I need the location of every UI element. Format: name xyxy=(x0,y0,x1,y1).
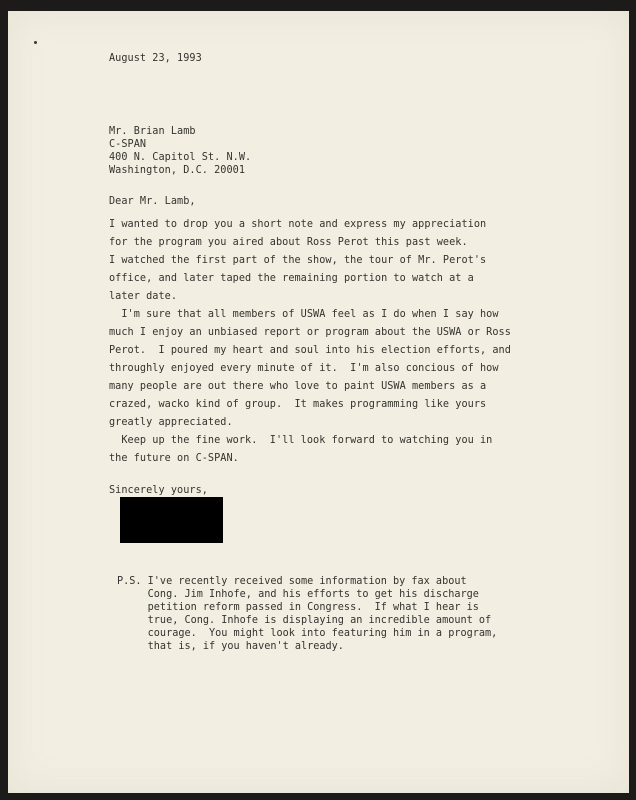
body-line: I'm sure that all members of USWA feel as I do when I say how xyxy=(109,309,499,320)
salutation: Dear Mr. Lamb, xyxy=(109,196,196,207)
closing: Sincerely yours, xyxy=(109,485,208,496)
body-line: crazed, wacko kind of group. It makes programming like yours xyxy=(109,399,487,410)
recipient-line: C-SPAN xyxy=(109,139,147,150)
body-line: many people are out there who love to paint USWA members as a xyxy=(109,381,487,392)
body-line: office, and later taped the remaining portion to watch at a xyxy=(109,273,474,284)
body-line: for the program you aired about Ross Perot this past week. xyxy=(109,237,468,248)
body-line: much I enjoy an unbiased report or program about the USWA or Ross xyxy=(109,327,511,338)
postscript-line: petition reform passed in Congress. If what I hear is xyxy=(117,602,479,613)
recipient-line: Washington, D.C. 20001 xyxy=(109,165,246,176)
recipient-line: Mr. Brian Lamb xyxy=(109,126,196,137)
postscript-line: P.S. I've recently received some information by fax about xyxy=(117,576,467,587)
body-line: Keep up the fine work. I'll look forward to watching you in xyxy=(109,435,493,446)
redacted-signature-block xyxy=(120,497,223,543)
letter-date: August 23, 1993 xyxy=(109,53,202,64)
postscript-line: true, Cong. Inhofe is displaying an incredible amount of xyxy=(117,615,492,626)
body-line: the future on C-SPAN. xyxy=(109,453,239,464)
postscript-line: Cong. Jim Inhofe, and his efforts to get his discharge xyxy=(117,589,479,600)
paper-speck xyxy=(34,41,37,44)
postscript-line: courage. You might look into featuring him in a program, xyxy=(117,628,498,639)
body-line: greatly appreciated. xyxy=(109,417,233,428)
body-line: I watched the first part of the show, the tour of Mr. Perot's xyxy=(109,255,487,266)
postscript-line: that is, if you haven't already. xyxy=(117,641,344,652)
body-line: Perot. I poured my heart and soul into his election efforts, and xyxy=(109,345,511,356)
body-line: throughly enjoyed every minute of it. I'm also concious of how xyxy=(109,363,499,374)
body-line: I wanted to drop you a short note and express my appreciation xyxy=(109,219,487,230)
recipient-line: 400 N. Capitol St. N.W. xyxy=(109,152,252,163)
body-line: later date. xyxy=(109,291,178,302)
